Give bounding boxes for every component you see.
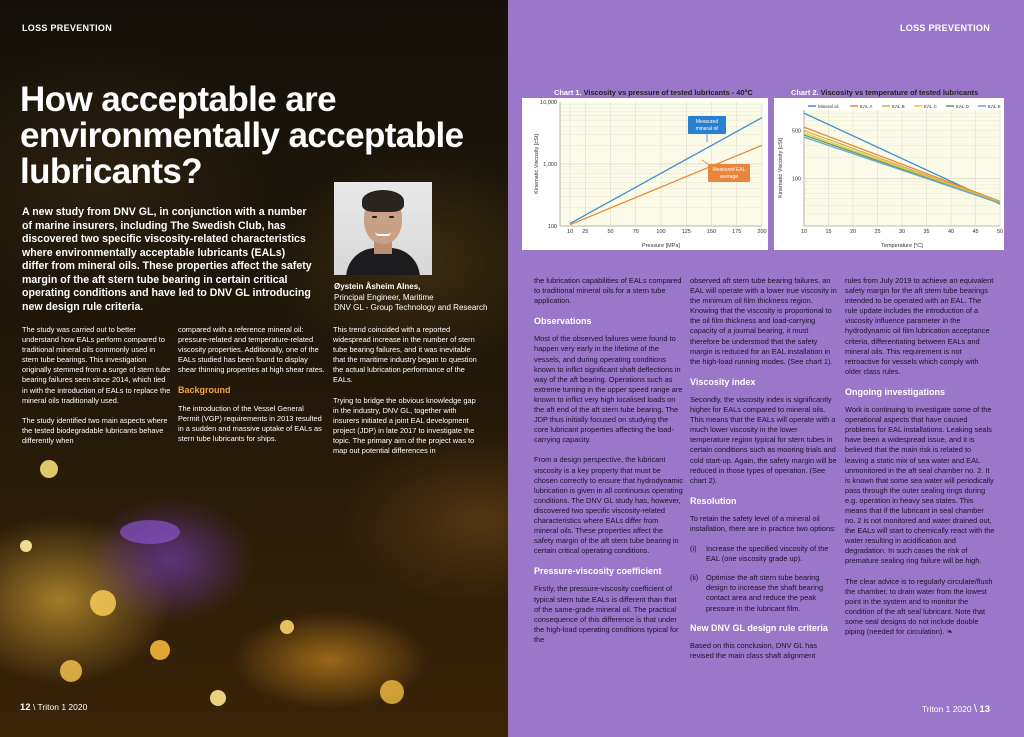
x-tick-label: 100 — [656, 229, 666, 235]
author-photo — [334, 182, 432, 275]
y-tick-label: 100 — [547, 224, 557, 230]
right-page — [508, 0, 1024, 737]
list-item: (i) Increase the specified viscosity of the EAL (one viscosity grade up). — [690, 544, 829, 564]
y-axis-label: Kinematic Viscosity [cSt] — [534, 134, 540, 194]
x-axis-label: Pressure [MPa] — [642, 243, 680, 249]
callout-mineral-oil-label: mineral oil — [695, 126, 719, 132]
x-tick-label: 25 — [874, 229, 881, 235]
column-6 — [845, 276, 995, 647]
column-4 — [534, 276, 684, 655]
legend-label: EAL B — [892, 104, 905, 109]
heading-design-rule: New DNV GL design rule criteria — [690, 622, 828, 633]
y-tick-label: 1,000 — [543, 162, 557, 168]
bokeh-light — [90, 590, 116, 616]
paragraph: compared with a reference mineral oil: pressure-related and temperature-related viscosity properties. Additionally, one of the EALs studied has been found to display shear thinning properties at high shear rates. — [178, 325, 325, 375]
legend-label: EAL E — [988, 104, 1001, 109]
paragraph: Most of the observed failures were found to happen very early in the lifetime of the vessels, and during operating conditions known to inflict significant shaft deflections in way of the aft bearing. Operations such as extreme turning in the upper speed range are known to inflict very high localised loads on the aft end of the aft stern tube bearing. The JDP thus initially focused on studying the core lubricant properties affecting the load-carrying capacity. — [534, 334, 683, 445]
x-tick-label: 25 — [582, 229, 589, 235]
x-tick-label: 10 — [567, 229, 574, 235]
x-axis-label: Temperature [°C] — [881, 243, 923, 249]
y-tick-label: 10,000 — [540, 100, 557, 106]
paragraph: To retain the safety level of a mineral oil installation, there are in practice two options: — [690, 513, 836, 533]
bokeh-light — [40, 460, 58, 478]
x-tick-label: 50 — [607, 229, 614, 235]
left-page — [0, 0, 508, 737]
heading-background: Background — [178, 385, 231, 396]
bokeh-light — [60, 660, 82, 682]
chart1-svg — [522, 98, 768, 250]
heading-viscosity-index: Viscosity index — [690, 376, 756, 387]
paragraph: the lubrication capabilities of EALs compared to traditional mineral oils for a stern tube application. — [534, 276, 682, 306]
paragraph: The introduction of the Vessel General Permit (VGP) requirements in 2013 resulted in a sudden and massive uptake of EALs as stern tube lubricants for ships. — [178, 403, 322, 443]
section-label: LOSS PREVENTION — [22, 23, 113, 33]
x-tick-label: 30 — [898, 229, 906, 235]
options-list — [690, 544, 838, 614]
column-2 — [178, 325, 326, 454]
paragraph: Secondly, the viscosity index is significantly higher for EALs compared to mineral oils. This means that the EALs will operate with a much lower viscosity in the lower temperature region typical for stern tubes in certain conditions such as mooring trials and cold start-up. Again, the safety margin will be reduced in those types of operation. (See chart 2). — [690, 394, 837, 485]
y-tick-label: 100 — [791, 176, 801, 183]
legend-label: EAL C — [924, 104, 937, 109]
chart-2 — [774, 98, 1004, 250]
bokeh-light — [150, 640, 170, 660]
x-tick-label: 75 — [632, 229, 639, 235]
x-tick-label: 45 — [972, 229, 979, 235]
x-tick-label: 15 — [825, 229, 832, 235]
y-tick-label: 500 — [791, 128, 801, 135]
chart2-title: Chart 2. Viscosity vs temperature of tested lubricants — [791, 88, 979, 97]
author-name: Øystein Åsheim Alnes, — [334, 282, 421, 291]
x-tick-label: 200 — [757, 229, 767, 235]
folio: 12 \ Triton 1 2020 — [20, 702, 88, 713]
x-tick-label: 35 — [923, 229, 930, 235]
chart2-svg — [774, 98, 1004, 250]
x-tick-label: 40 — [947, 229, 955, 235]
paragraph: Trying to bridge the obvious knowledge gap in the industry, DNV GL, together with insurers initiated a joint EAL development project (JDP) in late 2017 to investigate the topic. The primary aim of the project was to map out potential differences in — [333, 395, 476, 456]
section-label: LOSS PREVENTION — [899, 23, 990, 33]
author-role: Principal Engineer, Maritime — [334, 292, 434, 302]
bokeh-light — [20, 540, 32, 552]
heading-observations: Observations — [534, 316, 592, 327]
paragraph: The study identified two main aspects where the tested biodegradable lubricants behave differently when — [22, 415, 168, 445]
paragraph: rules from July 2019 to achieve an equivalent safety margin for the aft stern tube bearings intended to be operated with an EAL. The rule update includes the introduction of a viscosity influence parameter in the hydrodynamic oil film lubrication acceptance criteria, differentiating between EALs and mineral oils. This requirement is not retroactive for vessels which comply with older class rules. — [845, 276, 994, 376]
heading-pressure-viscosity: Pressure-viscosity coefficient — [534, 566, 662, 577]
callout-eal-label: Measured EAL — [712, 167, 746, 173]
bokeh-light — [280, 620, 294, 634]
paragraph: observed aft stern tube bearing failures, an EAL will operate with a lower true viscosity in the minimum oil film thickness region. Knowing that the viscosity is proportional to the oil film thickness and load-carrying capacity of a journal bearing, it must therefore be understood that the safety margin is reduced for an EAL installation in the high-load running modes. (See chart 1). — [690, 276, 837, 366]
list-item: (ii) Optimise the aft stern tube bearing design to increase the shaft bearing contact area and reduce the peak pressure in the lubricant film. — [690, 573, 824, 613]
x-tick-label: 50 — [996, 229, 1004, 235]
x-tick-label: 10 — [800, 229, 808, 235]
y-axis-label: Kinematic Viscosity [cSt] — [778, 138, 784, 198]
page-title: How acceptable are environmentally acceptable lubricants? — [20, 80, 464, 191]
chart1-title: Chart 1. Viscosity vs pressure of tested lubricants - 40°C — [554, 88, 753, 97]
folio: Triton 1 2020 \ 13 — [921, 703, 990, 715]
bokeh-light — [120, 520, 180, 544]
callout-mineral-oil-label: Measured — [695, 119, 719, 125]
author-caption — [334, 282, 494, 314]
heading-resolution: Resolution — [690, 495, 737, 506]
paragraph: The study was carried out to better understand how EALs perform compared to traditional mineral oils commonly used in stern tube bearings. This investigation originally stemmed from a surge of stern tube bearing failures seen since 2014, which tied in with the introduction of EALs to replace the mineral oils traditionally used. — [22, 325, 171, 405]
author-org: DNV GL - Group Technology and Research — [334, 303, 488, 312]
x-tick-label: 20 — [849, 229, 857, 235]
paragraph: From a design perspective, the lubricant viscosity is a key property that must be chosen correctly to ensure that hydrodynamic lubrication is given in all continuous operating conditions. The DNV GL study has, however, discovered two specific viscosity-related characteristics where EALs differ from mineral oils. These properties affect the safety margin of the aft stern tube bearing in certain critical operating conditions. — [534, 455, 684, 556]
column-3 — [333, 325, 483, 466]
column-1 — [22, 325, 172, 456]
x-tick-label: 175 — [732, 229, 742, 235]
legend-label: Mineral oil — [818, 104, 839, 109]
legend-label: EAL A — [860, 104, 873, 109]
paragraph: Firstly, the pressure-viscosity coefficient of typical stern tube EALs is different than that of the same-grade mineral oil. The practical consequence of this difference is that under the high-load operating conditions typical for the — [534, 584, 679, 644]
chart-1 — [522, 98, 768, 250]
paragraph: Work is continuing to investigate some of the operational aspects that have caused problems for EAL installations. Leaking seals have been a widespread issue, and it is believed that the main risk is related to leaving a static mix of sea water and EAL unmonitored in the aft seal chamber no. 2. It is known that some sea water will periodically pass through the outer sealing rings during e.g. operation in heavy sea states. This means that if the lubricant in seal chamber no. 2 is not monitored and water drained out, the EALs will start to chemically react with the water resulting in acidification and degradation. In such cases the risk of premature sealing ring failure will be high. — [845, 405, 995, 566]
callout-eal-label: average — [719, 174, 739, 180]
paragraph: Based on this conclusion, DNV GL has revised the main class shaft alignment — [690, 640, 818, 660]
x-tick-label: 125 — [681, 229, 691, 235]
legend-label: EAL D — [956, 104, 969, 109]
paragraph: This trend coincided with a reported widespread increase in the number of stern tube bearing failures, and it was inevitable that the maritime industry began to question the actual lubrication performance of the EALs. — [333, 325, 477, 385]
bokeh-light — [210, 690, 226, 706]
bokeh-light — [380, 680, 404, 704]
lede: A new study from DNV GL, in conjunction with a number of marine insurers, including The Swedish Club, has discovered two specific viscosity-related characteristics where environmentally acceptable lubricants (EALs) differ from mineral oils. These properties affect the safety margin of the aft stern tube bearing in certain critical operating conditions and have led to DNV GL introducing new design rule criteria. — [22, 206, 312, 313]
heading-ongoing: Ongoing investigations — [845, 386, 946, 397]
x-tick-label: 150 — [706, 229, 717, 235]
paragraph: The clear advice is to regularly circulate/flush the chamber, to drain water from the lowest point in the system and to monitor the condition of the aft seal lubricant. Note that some seal designs do not include double piping (needed for circulation). ❧ — [845, 576, 993, 636]
column-5 — [690, 276, 838, 671]
